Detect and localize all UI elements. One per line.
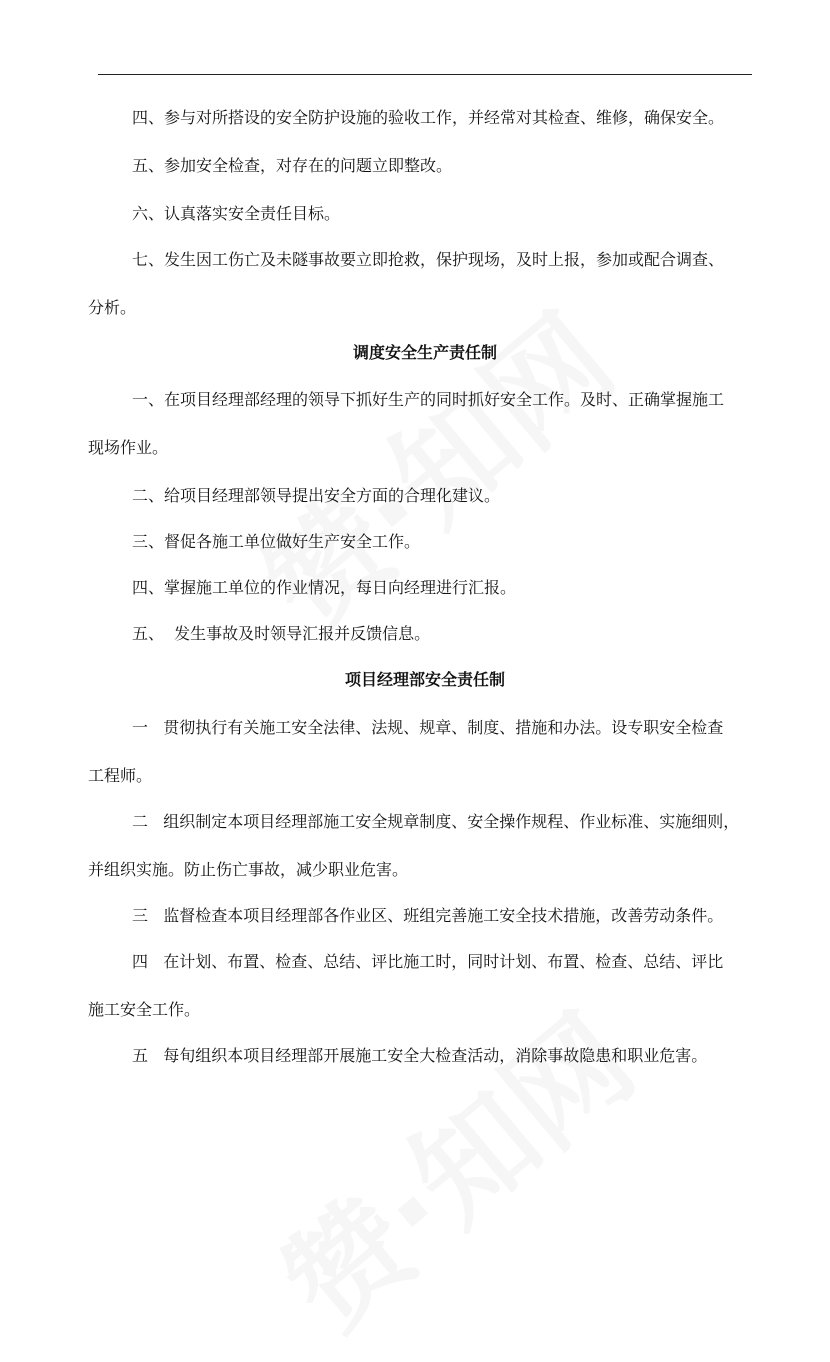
paragraph-item-4 [98,94,758,142]
paragraph-line: 五、 发生事故及时领导汇报并反馈信息。 [132,624,431,643]
paragraph-line: 四 在计划、布置、检查、总结、评比施工时，同时计划、布置、检查、总结、评比 [132,952,724,971]
paragraph-line: 三、督促各施工单位做好生产安全工作。 [132,532,421,551]
paragraph-line: 二 组织制定本项目经理部施工安全规章制度、安全操作规程、作业标准、实施细则， [132,812,740,831]
paragraph-line: 六、认真落实安全责任目标。 [132,204,341,223]
paragraph-project-1 [88,704,748,800]
paragraph-line: 七、发生因工伤亡及未隧事故要立即抢救，保护现场，及时上报，参加或配合调查、 [132,250,725,269]
paragraph-dispatch-4 [98,564,758,612]
paragraph-line: 工程师。 [88,766,153,785]
paragraph-dispatch-5 [98,610,758,658]
paragraph-item-5 [98,142,758,190]
paragraph-project-4 [88,938,748,1034]
paragraph-dispatch-2 [98,472,758,520]
paragraph-line: 四、参与对所搭设的安全防护设施的验收工作，并经常对其检查、维修，确保安全。 [132,108,725,127]
paragraph-line: 一、在项目经理部经理的领导下抓好生产的同时抓好安全工作。及时、正确掌握施工 [132,390,725,409]
section-heading-dispatch: 调度安全生产责任制 [352,343,497,362]
paragraph-line: 一 贯彻执行有关施工安全法律、法规、规章、制度、措施和办法。设专职安全检查 [132,718,724,737]
paragraph-line: 分析。 [88,298,137,317]
paragraph-line: 现场作业。 [88,438,169,457]
paragraph-project-3 [98,892,758,940]
paragraph-project-2 [88,798,748,894]
paragraph-line: 施工安全工作。 [88,1000,201,1019]
header-rule [98,74,752,75]
paragraph-line: 二、给项目经理部领导提出安全方面的合理化建议。 [132,486,501,505]
paragraph-line: 五、参加安全检查，对存在的问题立即整改。 [132,156,453,175]
paragraph-project-5 [98,1032,758,1080]
paragraph-line: 五 每旬组织本项目经理部开展施工安全大检查活动，消除事故隐患和职业危害。 [132,1046,708,1065]
paragraph-line: 并组织实施。防止伤亡事故，减少职业危害。 [88,860,409,879]
paragraph-item-7 [88,236,748,332]
paragraph-item-6 [98,190,758,238]
paragraph-dispatch-3 [98,518,758,566]
paragraph-line: 四、掌握施工单位的作业情况，每日向经理进行汇报。 [132,578,517,597]
paragraph-line: 三 监督检查本项目经理部各作业区、班组完善施工安全技术措施，改善劳动条件。 [132,906,724,925]
section-heading-project-dept: 项目经理部安全责任制 [344,670,505,689]
paragraph-dispatch-1 [88,376,748,472]
